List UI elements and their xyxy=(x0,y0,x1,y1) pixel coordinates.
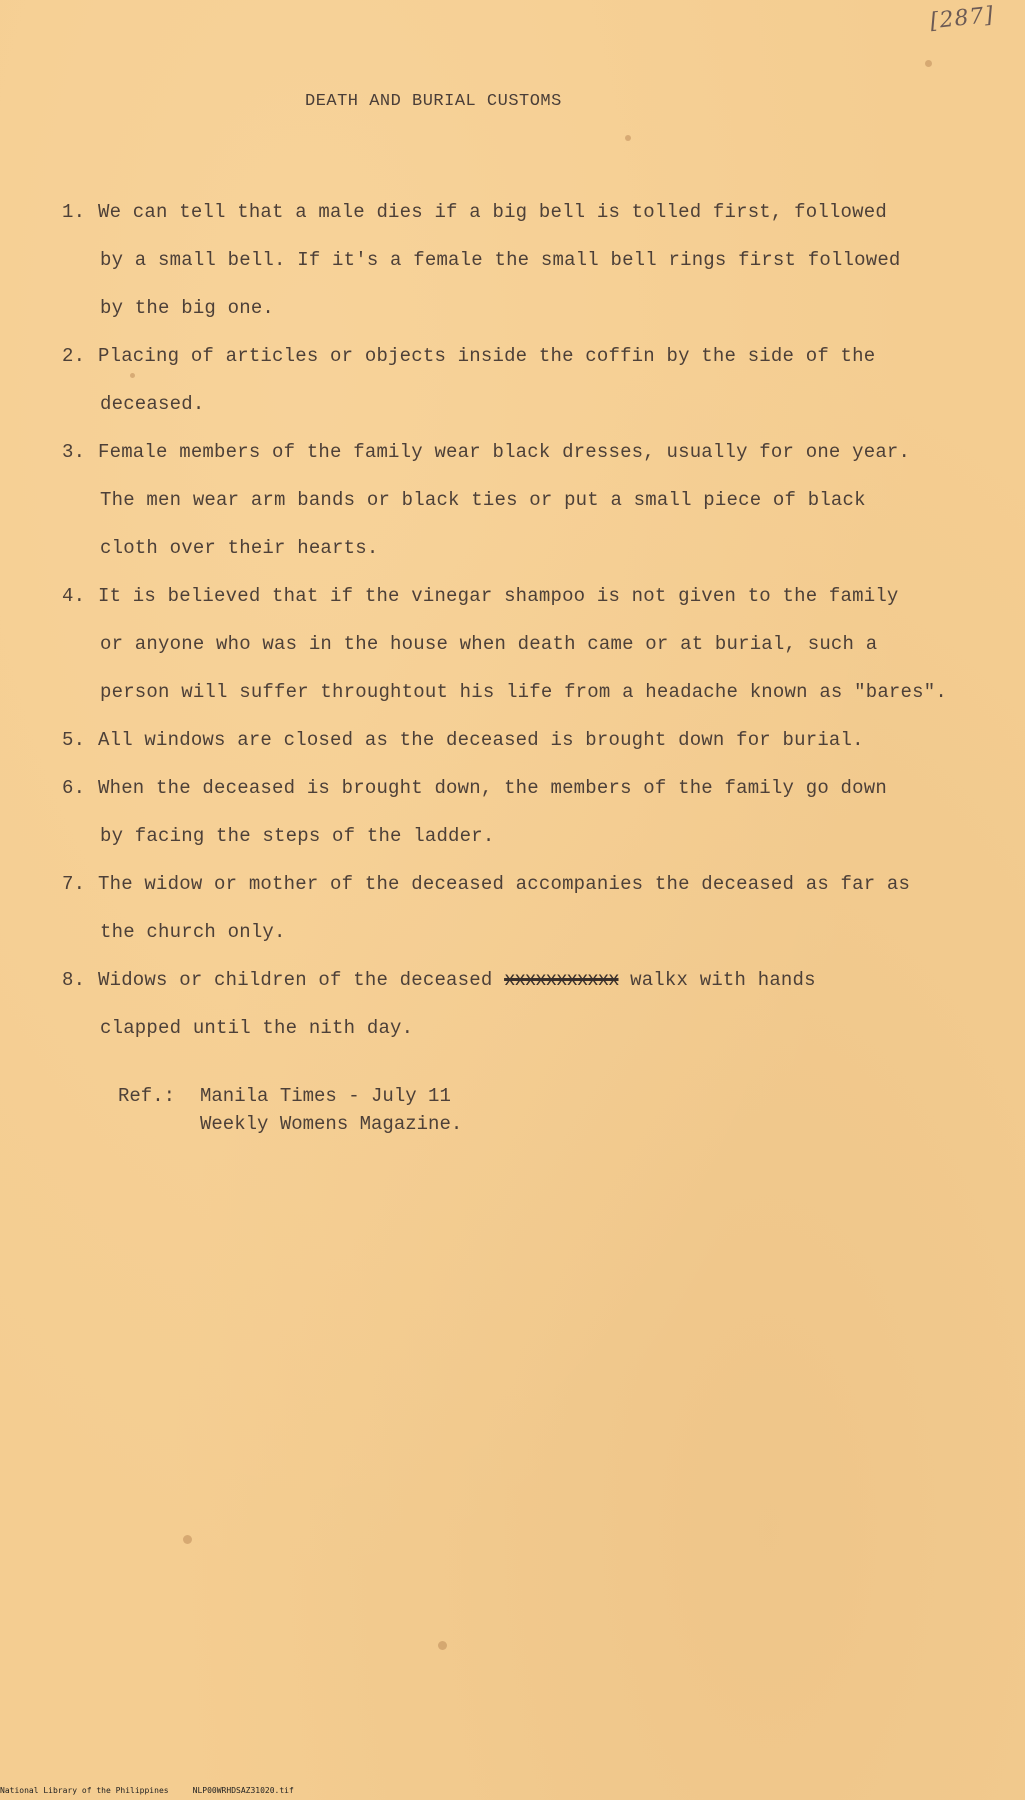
item-text-line: by the big one. xyxy=(100,297,275,319)
item-number: 4. xyxy=(62,585,86,607)
archive-footer: National Library of the Philippines NLP00WRHDSAZ31020.tif xyxy=(0,1786,294,1795)
item-number: 1. xyxy=(62,201,86,223)
item-text-line: All windows are closed as the deceased is brought down for burial. xyxy=(98,729,864,751)
reference-source: Weekly Womens Magazine. xyxy=(200,1113,463,1135)
reference-source: Manila Times - July 11 xyxy=(200,1085,451,1107)
reference-block xyxy=(118,1082,462,1138)
item-text-segment: Widows or children of the deceased xyxy=(98,969,505,991)
item-text-line: the church only. xyxy=(100,921,286,943)
reference-label: Ref.: xyxy=(118,1085,176,1107)
item-text-line: Placing of articles or objects inside the coffin by the side of the xyxy=(98,345,876,367)
item-number: 2. xyxy=(62,345,86,367)
item-text-line: We can tell that a male dies if a big bell is tolled first, followed xyxy=(98,201,887,223)
item-text-line: or anyone who was in the house when death came or at burial, such a xyxy=(100,633,878,655)
item-text-line: deceased. xyxy=(100,393,205,415)
list-item xyxy=(62,764,1002,860)
document-title: DEATH AND BURIAL CUSTOMS xyxy=(305,92,562,111)
list-item xyxy=(62,428,1002,572)
item-text-line: cloth over their hearts. xyxy=(100,537,379,559)
paper-speck xyxy=(130,373,135,378)
item-text-line: The men wear arm bands or black ties or put a small piece of black xyxy=(100,489,866,511)
paper-speck xyxy=(925,60,932,67)
item-text-line: by a small bell. If it's a female the small bell rings first followed xyxy=(100,249,901,271)
item-text-line: The widow or mother of the deceased accompanies the deceased as far as xyxy=(98,873,911,895)
list-item xyxy=(62,332,1002,428)
item-number: 8. xyxy=(62,969,86,991)
item-number: 6. xyxy=(62,777,86,799)
list-item xyxy=(62,716,1002,764)
list-item xyxy=(62,188,1002,332)
item-number: 5. xyxy=(62,729,86,751)
paper-speck xyxy=(183,1535,192,1544)
item-number: 3. xyxy=(62,441,86,463)
list-item xyxy=(62,956,1002,1052)
item-text-segment: walkx with hands xyxy=(618,969,816,991)
item-text-line: It is believed that if the vinegar shampoo is not given to the family xyxy=(98,585,899,607)
paper-speck xyxy=(625,135,631,141)
archive-page-number: [287] xyxy=(928,2,996,35)
item-text-line: When the deceased is brought down, the members of the family go down xyxy=(98,777,887,799)
customs-list xyxy=(62,188,1002,1052)
item-text-line: clapped until the nith day. xyxy=(100,1017,414,1039)
list-item xyxy=(62,860,1002,956)
item-number: 7. xyxy=(62,873,86,895)
struck-out-text: xxxxxxxxxxx xyxy=(504,969,619,991)
item-text-line: Female members of the family wear black dresses, usually for one year. xyxy=(98,441,911,463)
list-item xyxy=(62,572,1002,716)
item-text-line: by facing the steps of the ladder. xyxy=(100,825,495,847)
item-text-line: person will suffer throughtout his life from a headache known as "bares". xyxy=(100,681,947,703)
paper-speck xyxy=(438,1641,447,1650)
